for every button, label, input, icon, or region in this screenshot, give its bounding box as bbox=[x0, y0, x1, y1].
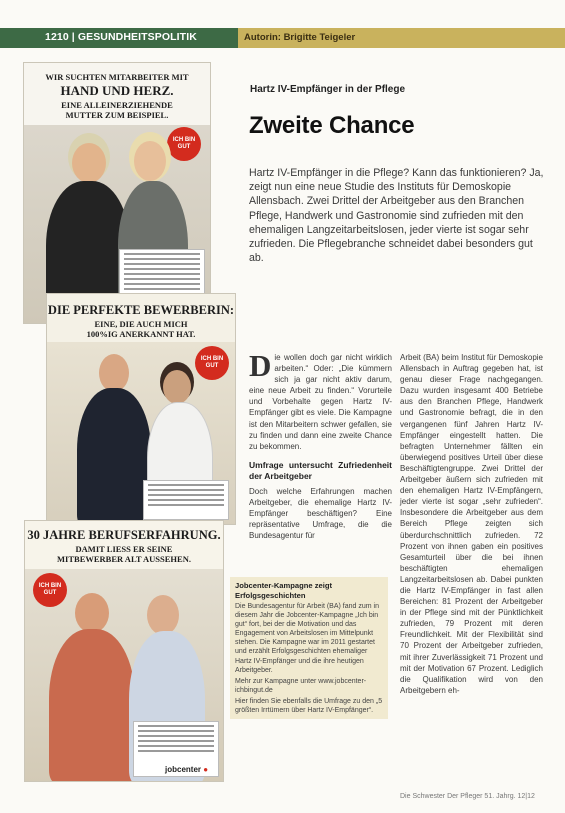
campaign-poster-1 bbox=[23, 62, 211, 324]
poster-1-line-4: MUTTER ZUM BEISPIEL. bbox=[65, 110, 169, 120]
campaign-poster-3 bbox=[24, 520, 224, 782]
poster-2-person-a-head bbox=[99, 354, 129, 392]
campaign-poster-2 bbox=[46, 293, 236, 525]
section-header-bar bbox=[0, 28, 238, 48]
poster-3-person-a bbox=[49, 629, 135, 782]
article-title: Zweite Chance bbox=[249, 112, 415, 139]
poster-2-text-box bbox=[143, 480, 229, 520]
column-1-paragraph-2: Doch welche Erfahrungen machen Arbeitgeber, die ehemalige Hartz IV-Empfänger beschäftigen? Eine repräsentative Umfrage, die die Bundesagentur für bbox=[249, 486, 392, 541]
poster-1-person-b-head bbox=[134, 141, 166, 181]
poster-2-badge: ICH BIN GUT bbox=[195, 346, 229, 380]
poster-1-line-2: HAND UND HERZ. bbox=[60, 83, 174, 98]
poster-3-person-a-head bbox=[75, 593, 109, 633]
author-label: Autorin: Brigitte Teigeler bbox=[244, 32, 356, 43]
poster-1-line-3: EINE ALLEINERZIEHENDE bbox=[61, 100, 173, 110]
poster-1-badge: ICH BIN GUT bbox=[167, 127, 201, 161]
info-box-paragraph-3: Hier finden Sie ebenfalls die Umfrage zu den „5 größten Irrtümern über Hartz IV-Empfänger“. bbox=[235, 697, 383, 715]
poster-3-line-2: DAMIT LIESS ER SEINE bbox=[75, 544, 173, 554]
info-box bbox=[230, 577, 388, 719]
author-bar bbox=[238, 28, 565, 48]
column-2-text: Arbeit (BA) beim Institut für Demoskopie Allensbach in Auftrag gegeben hat, ist genau dieser Frage nachgegangen. Dazu wurden insgesamt 400 Betriebe aus den Branchen Pflege, Handwerk und Gastronomie befragt, die in den vergangenen fünf Jahren Hartz IV-Empfänger eingestellt hatten. Die befragten Unternehmer fällten ein überwiegend positives Urteil über diese Beschäftigtengruppe. Zwei Drittel der Arbeitgeber äußern sich zufrieden mit den ehemaligen Hartz IV-Empfängern, jeder vierte ist sogar „sehr zufrieden“. Insbesondere die Arbeitgeber aus dem Bereich Pflege zeigten sich überdurchschnittlich zufrieden. 72 Prozent von ihnen gaben ein positives Gesamturteil über die bei ihnen beschäftigten ehemaligen Langzeitarbeitslosen ab. Dabei punkten die Hartz IV-Empfänger in fast allen Bereichen: 81 Prozent der Arbeitgeber in der Pflege sind mit der Pünktlichkeit zufrieden, 79 Prozent mit deren Freundlichkeit. Mit der Flexibilität sind 70 Prozent der Arbeitgeber zufrieden, mit ihrer Zuverlässigkeit 71 Prozent und mit der Motivation 67 Prozent. Lediglich die Qualifikation wird von den Arbeitgebern eh- bbox=[400, 353, 543, 695]
poster-3-line-3: MITBEWERBER ALT AUSSEHEN. bbox=[57, 554, 191, 564]
info-box-title: Jobcenter-Kampagne zeigt Erfolgsgeschichten bbox=[235, 581, 333, 600]
article-column-2 bbox=[400, 352, 543, 696]
section-label: 1210 | GESUNDHEITSPOLITIK bbox=[45, 31, 197, 43]
jobcenter-logo-text: jobcenter bbox=[165, 765, 202, 774]
poster-2-line-2: EINE, DIE AUCH MICH bbox=[94, 319, 188, 329]
info-box-link-text: Mehr zur Kampagne unter www.jobcenter-ichbingut.de bbox=[235, 677, 367, 694]
poster-2-line-1: DIE PERFEKTE BEWERBERIN: bbox=[47, 303, 235, 317]
article-column-1 bbox=[249, 348, 392, 541]
info-box-paragraph-1: Die Bundesagentur für Arbeit (BA) fand zum in diesem Jahr die Jobcenter-Kampagne „Ich bin gut“ fort, bei der die Motivation und das Engagement von Arbeitslosen im Mittelpunkt stehen. Die Kampagne war im 2011 gestartet und erzählt Erfolgsgeschichten ehemaliger Hartz IV-Empfänger und die ihre heutigen Arbeitgeber. bbox=[235, 603, 379, 674]
article-kicker: Hartz IV-Empfänger in der Pflege bbox=[250, 84, 406, 95]
poster-2-person-b-head bbox=[163, 370, 191, 404]
poster-3-person-b-head bbox=[147, 595, 179, 635]
drop-cap: D bbox=[249, 348, 272, 383]
jobcenter-logo: jobcenter ● bbox=[165, 765, 209, 774]
poster-3-badge: ICH BIN GUT bbox=[33, 573, 67, 607]
page-footer: Die Schwester Der Pfleger 51. Jahrg. 12|12 bbox=[400, 793, 535, 800]
poster-1-person-a-head bbox=[72, 143, 106, 183]
poster-3-line-1: 30 JAHRE BERUFSERFAHRUNG. bbox=[27, 528, 221, 542]
poster-1-line-1: WIR SUCHTEN MITARBEITER MIT bbox=[45, 72, 189, 82]
poster-2-line-3: 100%IG ANERKANNT HAT. bbox=[86, 329, 196, 339]
poster-2-person-a bbox=[77, 388, 151, 525]
column-1-subheading: Umfrage untersucht Zufriedenheit der Arbeitgeber bbox=[249, 459, 392, 481]
article-lead: Hartz IV-Empfänger in die Pflege? Kann das funktionieren? Ja, zeigt nun eine neue Studie des Instituts für Demoskopie Allensbach. Zwei Drittel der Arbeitgeber aus den Branchen Pflege, Handwerk und Gastronomie sind zufrieden mit den ehemaligen Langzeitarbeitslosen, jeder vierte ist sogar sehr zufrieden. Die Pflegebranche schneidet dabei besonders gut ab. bbox=[249, 167, 544, 265]
column-1-paragraph-1: ie wollen doch gar nicht wirklich arbeiten.“ Oder: „Die kümmern sich ja gar nicht aktiv darum, eine neue Arbeit zu finden.“ Vorurteile und Vorbehalte gegen Hartz IV-Empfänger gibt es viele. Die Kampagne ist den Mitarbeitern schwer gefallen, sie zu finden und dann eine zweite Chance zu bekommen. bbox=[249, 353, 392, 451]
